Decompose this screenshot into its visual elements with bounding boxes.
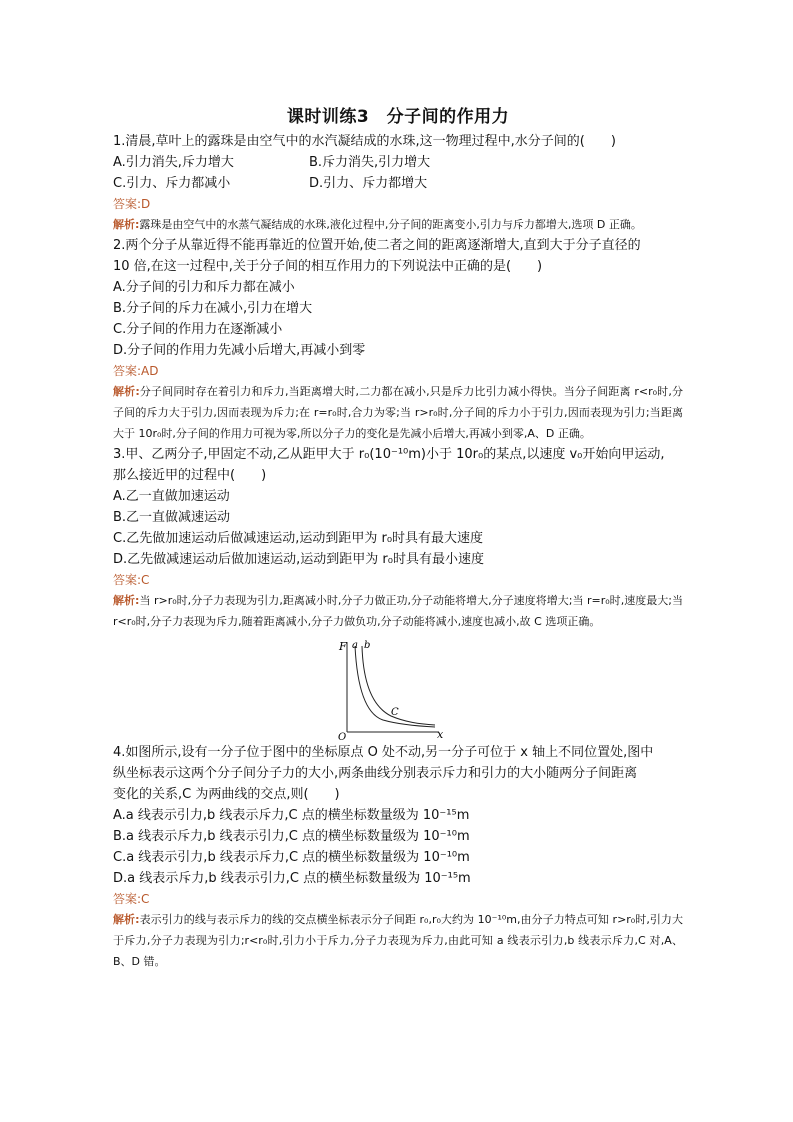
origin-label: O (338, 732, 347, 740)
answer-label: 答案: (113, 892, 142, 906)
curve-b-label: b (364, 640, 371, 651)
explanation-label: 解析: (113, 385, 140, 398)
question-1-options-row-2 (113, 173, 683, 194)
worksheet-page (113, 102, 683, 972)
question-1-option-c: C.引力、斥力都减小 (113, 176, 231, 191)
page-title: 课时训练3 分子间的作用力 (286, 107, 510, 127)
answer-label: 答案: (113, 197, 142, 211)
question-3-answer (113, 570, 683, 590)
question-1-option-d: D.引力、斥力都增大 (309, 176, 428, 191)
x-axis-label: x (437, 728, 444, 740)
question-2-option-d: D.分子间的作用力先减小后增大,再减小到零 (113, 343, 366, 358)
question-4-answer (113, 889, 683, 909)
explanation-text: 分子间同时存在着引力和斥力,当距离增大时,二力都在减小,只是斥力比引力减小得快。当分子间距离 r<r₀时,分子间的斥力大于引力,因而表现为斥力;在 r=r₀时,合力为零;当 r>r₀时,分子间的斥力小于引力,因而表现为引力;当距离大于 10r₀时,分子间的作用力可视为零,所以分子力的变化是先减小后增大,再减小到零,A、D 正确。 (113, 385, 683, 440)
question-3-stem-line-1: 3.甲、乙两分子,甲固定不动,乙从距甲大于 r₀(10⁻¹⁰m)小于 10r₀的某点,以速度 v₀开始向甲运动, (113, 447, 665, 462)
question-4-explanation (113, 909, 683, 972)
answer-value: D (141, 197, 151, 211)
question-1-explanation (113, 214, 683, 235)
question-3 (113, 444, 683, 632)
question-1 (113, 131, 683, 235)
question-4-stem-line-3: 变化的关系,C 为两曲线的交点,则( ) (113, 787, 340, 802)
question-4-option-b: B.a 线表示斥力,b 线表示引力,C 点的横坐标数量级为 10⁻¹⁰m (113, 829, 470, 844)
explanation-label: 解析: (113, 913, 140, 926)
force-distance-figure (113, 636, 683, 740)
question-4 (113, 742, 683, 972)
explanation-text: 当 r>r₀时,分子力表现为引力,距离减小时,分子力做正功,分子动能将增大,分子速度将增大;当 r=r₀时,速度最大;当 r<r₀时,分子力表现为斥力,随着距离减小,分子力做负功,分子动能将减小,速度也减小,故 C 选项正确。 (113, 594, 683, 628)
answer-value: AD (141, 364, 159, 378)
question-4-option-c: C.a 线表示引力,b 线表示斥力,C 点的横坐标数量级为 10⁻¹⁰m (113, 850, 470, 865)
question-3-option-b: B.乙一直做减速运动 (113, 510, 231, 525)
question-1-option-a: A.引力消失,斥力增大 (113, 155, 234, 170)
question-4-stem-line-1: 4.如图所示,设有一分子位于图中的坐标原点 O 处不动,另一分子可位于 x 轴上不同位置处,图中 (113, 745, 654, 760)
question-1-option-b: B.斥力消失,引力增大 (309, 155, 431, 170)
answer-value: C (141, 892, 150, 906)
intersection-label: C (391, 707, 399, 718)
question-2-stem-line-1: 2.两个分子从靠近得不能再靠近的位置开始,使二者之间的距离逐渐增大,直到大于分子直径的 (113, 238, 641, 253)
question-2-option-b: B.分子间的斥力在减小,引力在增大 (113, 301, 313, 316)
question-2-answer (113, 361, 683, 381)
question-3-option-d: D.乙先做减速运动后做加速运动,运动到距甲为 r₀时具有最小速度 (113, 552, 484, 567)
question-1-options-row-1 (113, 152, 683, 173)
question-3-option-a: A.乙一直做加速运动 (113, 489, 230, 504)
explanation-text: 表示引力的线与表示斥力的线的交点横坐标表示分子间距 r₀,r₀大约为 10⁻¹⁰m,由分子力特点可知 r>r₀时,引力大于斥力,分子力表现为引力;r<r₀时,引力小于斥力,分子力表现为斥力,由此可知 a 线表示引力,b 线表示斥力,C 对,A、B、D 错。 (113, 913, 683, 968)
question-4-option-d: D.a 线表示斥力,b 线表示引力,C 点的横坐标数量级为 10⁻¹⁵m (113, 871, 471, 886)
question-1-stem: 1.清晨,草叶上的露珠是由空气中的水汽凝结成的水珠,这一物理过程中,水分子间的( ) (113, 134, 616, 149)
answer-value: C (141, 573, 150, 587)
question-2-explanation (113, 381, 683, 444)
explanation-label: 解析: (113, 218, 140, 231)
explanation-label: 解析: (113, 594, 140, 607)
question-2 (113, 235, 683, 444)
explanation-text: 露珠是由空气中的水蒸气凝结成的水珠,液化过程中,分子间的距离变小,引力与斥力都增大,选项 D 正确。 (139, 218, 642, 231)
force-curve-diagram (335, 636, 445, 740)
question-3-explanation (113, 590, 683, 632)
question-3-option-c: C.乙先做加速运动后做减速运动,运动到距甲为 r₀时具有最大速度 (113, 531, 484, 546)
answer-label: 答案: (113, 573, 142, 587)
curve-a-label: a (352, 640, 358, 651)
question-3-stem-line-2: 那么接近甲的过程中( ) (113, 468, 267, 483)
question-2-option-c: C.分子间的作用力在逐渐减小 (113, 322, 283, 337)
question-2-stem-line-2: 10 倍,在这一过程中,关于分子间的相互作用力的下列说法中正确的是( ) (113, 259, 543, 274)
question-2-option-a: A.分子间的引力和斥力都在减小 (113, 280, 295, 295)
question-4-option-a: A.a 线表示引力,b 线表示斥力,C 点的横坐标数量级为 10⁻¹⁵m (113, 808, 470, 823)
answer-label: 答案: (113, 364, 142, 378)
question-4-stem-line-2: 纵坐标表示这两个分子间分子力的大小,两条曲线分别表示斥力和引力的大小随两分子间距离 (113, 766, 638, 781)
y-axis-label: F (339, 640, 347, 653)
question-1-answer (113, 194, 683, 214)
